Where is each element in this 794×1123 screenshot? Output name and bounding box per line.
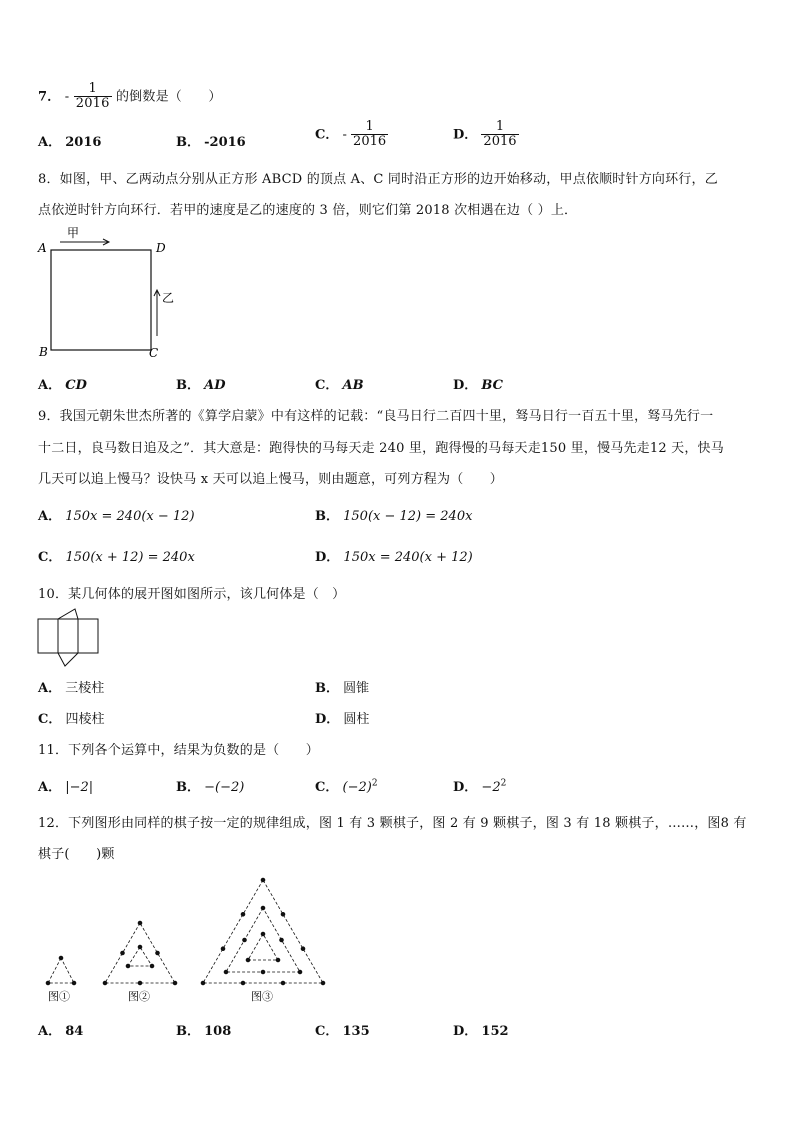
vertex-c-label: C: [149, 346, 159, 360]
option-label: C．: [315, 378, 339, 393]
figure-1-label: 图①: [48, 990, 70, 1003]
vertex-a-label: A: [38, 241, 47, 255]
option-value: 四棱柱: [65, 712, 105, 727]
q12-pattern-figures: [36, 872, 346, 1008]
q7-text: 的倒数是（ ）: [115, 89, 222, 105]
q9-stem-line3: 几天可以追上慢马？设快马 x 天可以追上慢马，则由题意，可列方程为（ ）: [38, 472, 503, 487]
q8-square-figure: [36, 224, 186, 366]
q9-option-d: [315, 546, 473, 565]
square-abcd: [51, 250, 151, 350]
q7-fraction: [74, 82, 112, 112]
q11-option-a: [38, 776, 93, 795]
q10-option-a: [38, 677, 104, 696]
q8-option-d: [453, 374, 503, 393]
option-value: 135: [342, 1024, 370, 1039]
option-neg-sign: -: [342, 127, 347, 143]
option-label: D．: [453, 378, 478, 393]
frac-den: 2016: [483, 134, 517, 150]
option-equation: 150x = 240(x + 12): [343, 550, 473, 565]
q7-frac-den: 2016: [75, 96, 110, 112]
option-label: D．: [453, 127, 478, 143]
net-triangle-bottom: [58, 653, 78, 666]
net-face-left: [38, 619, 58, 653]
option-label: A．: [38, 1024, 62, 1039]
q8-option-a: [38, 374, 87, 393]
q10-net-figure: [36, 608, 102, 672]
q10-stem: 10．某几何体的展开图如图所示，该几何体是（ ）: [38, 587, 346, 602]
q12-stem-line2: 棋子( )颗: [38, 847, 115, 862]
q9-option-c: [38, 546, 195, 565]
option-label: B．: [176, 378, 200, 393]
q11-option-d: [453, 776, 506, 795]
option-label: C．: [38, 550, 62, 565]
option-label: C．: [38, 712, 62, 727]
option-label: C．: [315, 1024, 339, 1039]
option-equation: 150(x + 12) = 240x: [65, 550, 195, 565]
net-triangle-top: [58, 609, 78, 619]
option-value: BC: [481, 378, 503, 393]
frac-num: 1: [365, 119, 374, 134]
option-value: 2016: [65, 135, 102, 150]
yi-label: 乙: [162, 291, 175, 305]
vertex-d-label: D: [156, 241, 166, 255]
q12-option-c: [315, 1020, 370, 1039]
q9-stem-line2: 十二日，良马数日追及之”．其大意是：跑得快的马每天走 240 里，跑得慢的马每天走150 里，慢马先走12 天，快马: [38, 441, 724, 456]
option-label: A．: [38, 780, 62, 795]
net-face-middle: [58, 619, 78, 653]
option-value: 152: [481, 1024, 509, 1039]
option-value: 84: [65, 1024, 84, 1039]
option-fraction: [351, 120, 388, 150]
option-value: AD: [204, 378, 226, 393]
q9-option-a: [38, 505, 195, 524]
figure-1: [46, 956, 76, 985]
option-equation: 150(x − 12) = 240x: [343, 509, 473, 524]
q10-option-b: [315, 677, 369, 696]
option-label: B．: [315, 681, 339, 696]
q11-option-c: [315, 776, 378, 795]
q8-stem-line2: 点依逆时针方向环行．若甲的速度是乙的速度的 3 倍，则它们第 2018 次相遇在边（ ）上．: [38, 203, 578, 218]
option-value: 三棱柱: [65, 681, 105, 696]
q7-number: 7．: [38, 89, 61, 105]
q7-frac-num: 1: [88, 81, 97, 96]
option-label: B．: [176, 780, 200, 795]
option-label: D．: [315, 712, 340, 727]
option-label: A．: [38, 135, 62, 150]
option-value: AB: [342, 378, 364, 393]
frac-num: 1: [495, 119, 505, 134]
figure-3: [201, 878, 325, 985]
q7-option-a: [38, 131, 101, 150]
option-expression: −2: [481, 780, 501, 795]
q12-option-b: [176, 1020, 231, 1039]
option-label: C．: [315, 780, 339, 795]
option-label: D．: [453, 780, 478, 795]
figure-2: [103, 921, 177, 985]
figure-3-label: 图③: [251, 990, 273, 1003]
option-expression: (−2): [342, 780, 372, 795]
q10-option-d: [315, 708, 369, 727]
vertex-b-label: B: [39, 345, 48, 359]
q8-option-c: [315, 374, 364, 393]
figure-2-label: 图②: [128, 990, 150, 1003]
q8-stem-line1: 8．如图，甲、乙两动点分别从正方形 ABCD 的顶点 A、C 同时沿正方形的边开始移动，甲点依顺时针方向环行，乙: [38, 172, 718, 187]
q7-option-d: [453, 120, 519, 150]
option-value: 圆柱: [343, 712, 370, 727]
option-value: 108: [204, 1024, 232, 1039]
option-fraction: [481, 120, 518, 150]
option-value: 圆锥: [343, 681, 370, 696]
q9-stem-line1: 9．我国元朝朱世杰所著的《算学启蒙》中有这样的记载：“良马日行二百四十里，驽马日行一百五十里，驽马先行一: [38, 409, 714, 424]
option-exponent: 2: [371, 778, 378, 789]
frac-den: 2016: [353, 134, 387, 150]
option-label: A．: [38, 378, 62, 393]
q11-stem: 11．下列各个运算中，结果为负数的是（ ）: [38, 743, 319, 758]
option-label: D．: [315, 550, 340, 565]
q7-option-c: [315, 120, 388, 150]
net-face-right: [78, 619, 98, 653]
option-label: A．: [38, 509, 62, 524]
option-label: B．: [176, 1024, 200, 1039]
option-expression: −(−2): [204, 780, 245, 795]
option-label: B．: [176, 135, 200, 150]
option-label: C．: [315, 127, 339, 143]
option-label: A．: [38, 681, 62, 696]
option-label: D．: [453, 1024, 478, 1039]
q12-option-a: [38, 1020, 83, 1039]
q10-option-c: [38, 708, 105, 727]
q7-neg-sign: -: [64, 89, 70, 105]
option-value: -2016: [204, 135, 246, 150]
option-equation: 150x = 240(x − 12): [65, 509, 195, 524]
q11-option-b: [176, 776, 244, 795]
option-label: B．: [315, 509, 339, 524]
option-value: CD: [65, 378, 87, 393]
q12-option-d: [453, 1020, 509, 1039]
option-exponent: 2: [500, 778, 507, 789]
q9-option-b: [315, 505, 472, 524]
q7-option-b: [176, 131, 246, 150]
jia-label: 甲: [67, 226, 80, 240]
option-expression: |−2|: [65, 780, 94, 795]
q8-option-b: [176, 374, 226, 393]
q7-stem: [38, 82, 222, 112]
q12-stem-line1: 12．下列图形由同样的棋子按一定的规律组成，图 1 有 3 颗棋子，图 2 有 9 颗棋子，图 3 有 18 颗棋子，……，图8 有: [38, 816, 747, 831]
